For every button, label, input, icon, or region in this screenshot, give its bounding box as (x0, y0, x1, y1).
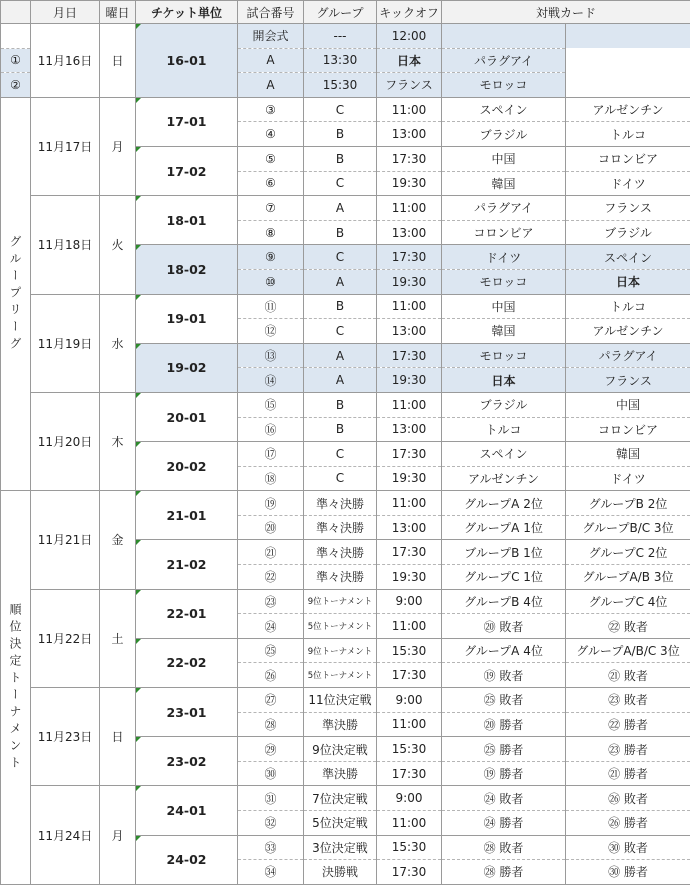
match-no-cell: ㉚ (238, 761, 304, 786)
ticket-cell: 19-01 (136, 294, 238, 343)
away-team-cell: アルゼンチン (566, 319, 690, 344)
match-no-cell: ⑮ (238, 392, 304, 417)
group-cell: B (304, 417, 377, 442)
kickoff-cell: 11:00 (377, 196, 442, 221)
home-team-cell: スペイン (442, 442, 566, 467)
kickoff-cell: 11:00 (377, 392, 442, 417)
home-team-cell: ㉔ 敗者 (442, 786, 566, 811)
match-no-cell: ⑫ (238, 319, 304, 344)
away-team-cell: フランス (566, 196, 690, 221)
ticket-cell: 22-02 (136, 638, 238, 687)
header-matchup: 対戦カード (442, 1, 690, 24)
group-cell: C (304, 97, 377, 122)
home-team-cell: 日本 (377, 48, 442, 73)
group-cell: C (304, 442, 377, 467)
match-no-cell: ⑲ (238, 491, 304, 516)
home-team-cell: ⑳ 敗者 (442, 614, 566, 639)
header-kickoff: キックオフ (377, 1, 442, 24)
ticket-cell: 23-02 (136, 737, 238, 786)
group-cell: B (304, 220, 377, 245)
table-row (1, 491, 690, 516)
home-team-cell: ドイツ (442, 245, 566, 270)
home-team-cell: グループB 4位 (442, 589, 566, 614)
ticket-cell: 20-02 (136, 442, 238, 491)
match-no-cell: ㉑ (238, 540, 304, 565)
match-no-cell: ⑬ (238, 343, 304, 368)
kickoff-cell: 19:30 (377, 565, 442, 590)
away-team-cell: ㉓ 勝者 (566, 737, 690, 762)
kickoff-cell: 15:30 (377, 835, 442, 860)
kickoff-cell: 19:30 (377, 466, 442, 491)
kickoff-cell: 11:00 (377, 491, 442, 516)
header-group: グループ (304, 1, 377, 24)
kickoff-cell: 19:30 (377, 171, 442, 196)
home-team-cell: 中国 (442, 146, 566, 171)
kickoff-cell: 13:00 (377, 122, 442, 147)
match-no-cell: ⑦ (238, 196, 304, 221)
kickoff-cell: 11:00 (377, 294, 442, 319)
away-team-cell: ドイツ (566, 466, 690, 491)
home-team-cell: ㉘ 敗者 (442, 835, 566, 860)
match-no-cell: ㉙ (238, 737, 304, 762)
stage-label-group-league: グループリーグ (1, 97, 31, 491)
table-row (1, 786, 690, 811)
ticket-cell: 21-02 (136, 540, 238, 589)
group-cell: 11位決定戦 (304, 688, 377, 713)
home-team-cell: グループC 1位 (442, 565, 566, 590)
match-no-cell: ㉒ (238, 565, 304, 590)
group-cell: A (238, 48, 304, 73)
match-no-cell: ⑱ (238, 466, 304, 491)
match-no-cell: ㉛ (238, 786, 304, 811)
away-team-cell: グループB 2位 (566, 491, 690, 516)
stage-blank-cell (1, 24, 31, 49)
match-no-cell: ㉞ (238, 860, 304, 885)
away-team-cell: 中国 (566, 392, 690, 417)
away-team-cell: ㉑ 勝者 (566, 761, 690, 786)
kickoff-cell: 17:30 (377, 761, 442, 786)
kickoff-cell: 13:00 (377, 319, 442, 344)
home-team-cell: ⑲ 敗者 (442, 663, 566, 688)
match-no-cell: ⑤ (238, 146, 304, 171)
match-no-cell: ⑥ (238, 171, 304, 196)
header-ticket: チケット単位 (136, 1, 238, 24)
group-cell: 9位トーナメント (304, 638, 377, 663)
match-no-cell: ⑧ (238, 220, 304, 245)
away-team-cell: トルコ (566, 294, 690, 319)
home-team-cell: フランス (377, 73, 442, 98)
home-team-cell: ⑳ 勝者 (442, 712, 566, 737)
kickoff-cell: 11:00 (377, 811, 442, 836)
group-cell: C (304, 171, 377, 196)
group-cell: 5位トーナメント (304, 663, 377, 688)
home-team-cell: グループA 4位 (442, 638, 566, 663)
away-team-cell: コロンビア (566, 146, 690, 171)
table-body (1, 24, 690, 885)
kickoff-cell: 12:00 (377, 24, 442, 49)
weekday-cell: 月 (100, 97, 136, 195)
group-cell: 準々決勝 (304, 491, 377, 516)
away-team-cell: グループC 2位 (566, 540, 690, 565)
header-weekday: 曜日 (100, 1, 136, 24)
kickoff-cell: 15:30 (304, 73, 377, 98)
home-team-cell: ㉔ 勝者 (442, 811, 566, 836)
header-match-no: 試合番号 (238, 1, 304, 24)
ticket-cell: 16-01 (136, 24, 238, 98)
home-team-cell: ブラジル (442, 392, 566, 417)
match-no-cell: ⑩ (238, 269, 304, 294)
table-row (1, 589, 690, 614)
kickoff-cell: 17:30 (377, 146, 442, 171)
group-cell: 準々決勝 (304, 565, 377, 590)
home-team-cell: パラグアイ (442, 196, 566, 221)
home-team-cell: モロッコ (442, 343, 566, 368)
away-team-cell: グループA/B/C 3位 (566, 638, 690, 663)
group-cell: 9位トーナメント (304, 589, 377, 614)
home-team-cell: 韓国 (442, 171, 566, 196)
ticket-cell: 22-01 (136, 589, 238, 638)
match-no-cell: ㉔ (238, 614, 304, 639)
group-cell: 準決勝 (304, 712, 377, 737)
kickoff-cell: 17:30 (377, 245, 442, 270)
home-team-cell: 韓国 (442, 319, 566, 344)
home-team-cell: ㉕ 敗者 (442, 688, 566, 713)
kickoff-cell: 13:00 (377, 417, 442, 442)
kickoff-cell: 17:30 (377, 442, 442, 467)
group-cell: 3位決定戦 (304, 835, 377, 860)
match-no-cell: ㉘ (238, 712, 304, 737)
ticket-cell: 24-02 (136, 835, 238, 884)
away-team-cell: グループC 4位 (566, 589, 690, 614)
date-cell: 11月24日 (31, 786, 100, 884)
match-no-cell: ② (1, 73, 31, 98)
away-team-cell: グループB/C 3位 (566, 515, 690, 540)
group-cell: B (304, 392, 377, 417)
match-no-cell: ㉖ (238, 663, 304, 688)
away-team-cell: トルコ (566, 122, 690, 147)
kickoff-cell: 9:00 (377, 589, 442, 614)
kickoff-cell: 9:00 (377, 688, 442, 713)
match-no-cell: ⑪ (238, 294, 304, 319)
away-team-cell: パラグアイ (566, 343, 690, 368)
away-team-cell: 韓国 (566, 442, 690, 467)
kickoff-cell: 15:30 (377, 737, 442, 762)
kickoff-cell: 17:30 (377, 860, 442, 885)
home-team-cell: ブラジル (442, 122, 566, 147)
group-cell: 7位決定戦 (304, 786, 377, 811)
ticket-cell: 20-01 (136, 392, 238, 441)
match-no-cell: ④ (238, 122, 304, 147)
header-month-day: 月日 (31, 1, 100, 24)
away-team-cell: 日本 (566, 269, 690, 294)
group-cell: 準々決勝 (304, 540, 377, 565)
group-cell: --- (304, 24, 377, 49)
match-no-cell: ⑯ (238, 417, 304, 442)
home-team-cell: コロンビア (442, 220, 566, 245)
group-cell: 5位トーナメント (304, 614, 377, 639)
group-cell: B (304, 122, 377, 147)
date-cell: 11月21日 (31, 491, 100, 589)
kickoff-cell: 17:30 (377, 540, 442, 565)
away-team-cell: アルゼンチン (566, 97, 690, 122)
header-corner (1, 1, 31, 24)
date-cell: 11月20日 (31, 392, 100, 490)
weekday-cell: 木 (100, 392, 136, 490)
home-team-cell: トルコ (442, 417, 566, 442)
table-row (1, 688, 690, 713)
away-team-cell: ㉚ 勝者 (566, 860, 690, 885)
away-team-cell (566, 24, 690, 49)
match-no-cell: ⑰ (238, 442, 304, 467)
group-cell: 決勝戦 (304, 860, 377, 885)
group-cell: B (304, 146, 377, 171)
kickoff-cell: 15:30 (377, 638, 442, 663)
home-team-cell: 中国 (442, 294, 566, 319)
group-cell: A (304, 269, 377, 294)
match-no-cell: ③ (238, 97, 304, 122)
away-team-cell: ㉚ 敗者 (566, 835, 690, 860)
group-cell: C (304, 466, 377, 491)
ticket-cell: 18-01 (136, 196, 238, 245)
group-cell: 準決勝 (304, 761, 377, 786)
match-no-cell: ⑨ (238, 245, 304, 270)
date-cell: 11月23日 (31, 688, 100, 786)
group-cell: C (304, 319, 377, 344)
date-cell: 11月16日 (31, 24, 100, 98)
away-team-cell: ㉖ 勝者 (566, 811, 690, 836)
kickoff-cell: 13:30 (304, 48, 377, 73)
match-no-cell: ⑭ (238, 368, 304, 393)
group-cell: A (304, 343, 377, 368)
match-no-cell: ⑳ (238, 515, 304, 540)
group-cell: A (304, 196, 377, 221)
kickoff-cell: 13:00 (377, 220, 442, 245)
table-row (1, 294, 690, 319)
home-team-cell: スペイン (442, 97, 566, 122)
match-no-cell: ㉜ (238, 811, 304, 836)
date-cell: 11月19日 (31, 294, 100, 392)
group-cell: A (238, 73, 304, 98)
weekday-cell: 月 (100, 786, 136, 884)
away-team-cell: ㉒ 勝者 (566, 712, 690, 737)
ticket-cell: 23-01 (136, 688, 238, 737)
date-cell: 11月18日 (31, 196, 100, 294)
match-no-cell: ① (1, 48, 31, 73)
home-team-cell: モロッコ (442, 269, 566, 294)
away-team-cell: ブラジル (566, 220, 690, 245)
match-no-cell: ㉝ (238, 835, 304, 860)
kickoff-cell: 19:30 (377, 368, 442, 393)
table-row (1, 392, 690, 417)
away-team-cell: ㉓ 敗者 (566, 688, 690, 713)
away-team-cell: ドイツ (566, 171, 690, 196)
group-cell: C (304, 245, 377, 270)
group-cell: B (304, 294, 377, 319)
weekday-cell: 日 (100, 24, 136, 98)
kickoff-cell: 9:00 (377, 786, 442, 811)
table-row (1, 196, 690, 221)
home-team-cell (442, 24, 566, 49)
weekday-cell: 日 (100, 688, 136, 786)
match-no-cell: ㉓ (238, 589, 304, 614)
ticket-cell: 18-02 (136, 245, 238, 294)
date-cell: 11月17日 (31, 97, 100, 195)
kickoff-cell: 19:30 (377, 269, 442, 294)
table-header (1, 1, 690, 24)
home-team-cell: ⑲ 勝者 (442, 761, 566, 786)
ticket-cell: 21-01 (136, 491, 238, 540)
weekday-cell: 金 (100, 491, 136, 589)
away-team-cell: スペイン (566, 245, 690, 270)
away-team-cell: フランス (566, 368, 690, 393)
away-team-cell: パラグアイ (442, 48, 566, 73)
weekday-cell: 土 (100, 589, 136, 687)
kickoff-cell: 11:00 (377, 712, 442, 737)
home-team-cell: グループA 2位 (442, 491, 566, 516)
group-cell: A (304, 368, 377, 393)
group-cell: 9位決定戦 (304, 737, 377, 762)
weekday-cell: 火 (100, 196, 136, 294)
ticket-cell: 17-02 (136, 146, 238, 195)
group-cell: 5位決定戦 (304, 811, 377, 836)
table-row (1, 97, 690, 122)
kickoff-cell: 17:30 (377, 343, 442, 368)
match-no-cell: ㉗ (238, 688, 304, 713)
kickoff-cell: 13:00 (377, 515, 442, 540)
kickoff-cell: 11:00 (377, 97, 442, 122)
away-team-cell: ㉖ 敗者 (566, 786, 690, 811)
date-cell: 11月22日 (31, 589, 100, 687)
home-team-cell: ㉘ 勝者 (442, 860, 566, 885)
away-team-cell: ㉒ 敗者 (566, 614, 690, 639)
group-cell: 準々決勝 (304, 515, 377, 540)
ticket-cell: 17-01 (136, 97, 238, 146)
ticket-cell: 19-02 (136, 343, 238, 392)
match-no-cell: 開会式 (238, 24, 304, 49)
match-no-cell: ㉕ (238, 638, 304, 663)
weekday-cell: 水 (100, 294, 136, 392)
stage-label-placement: 順位決定トーナメント (1, 491, 31, 885)
away-team-cell: ㉑ 敗者 (566, 663, 690, 688)
away-team-cell: コロンビア (566, 417, 690, 442)
table-row (1, 24, 690, 49)
home-team-cell: ㉕ 勝者 (442, 737, 566, 762)
away-team-cell: グループA/B 3位 (566, 565, 690, 590)
away-team-cell: モロッコ (442, 73, 566, 98)
kickoff-cell: 17:30 (377, 663, 442, 688)
home-team-cell: 日本 (442, 368, 566, 393)
kickoff-cell: 11:00 (377, 614, 442, 639)
ticket-cell: 24-01 (136, 786, 238, 835)
home-team-cell: グループA 1位 (442, 515, 566, 540)
home-team-cell: アルゼンチン (442, 466, 566, 491)
home-team-cell: ブループB 1位 (442, 540, 566, 565)
